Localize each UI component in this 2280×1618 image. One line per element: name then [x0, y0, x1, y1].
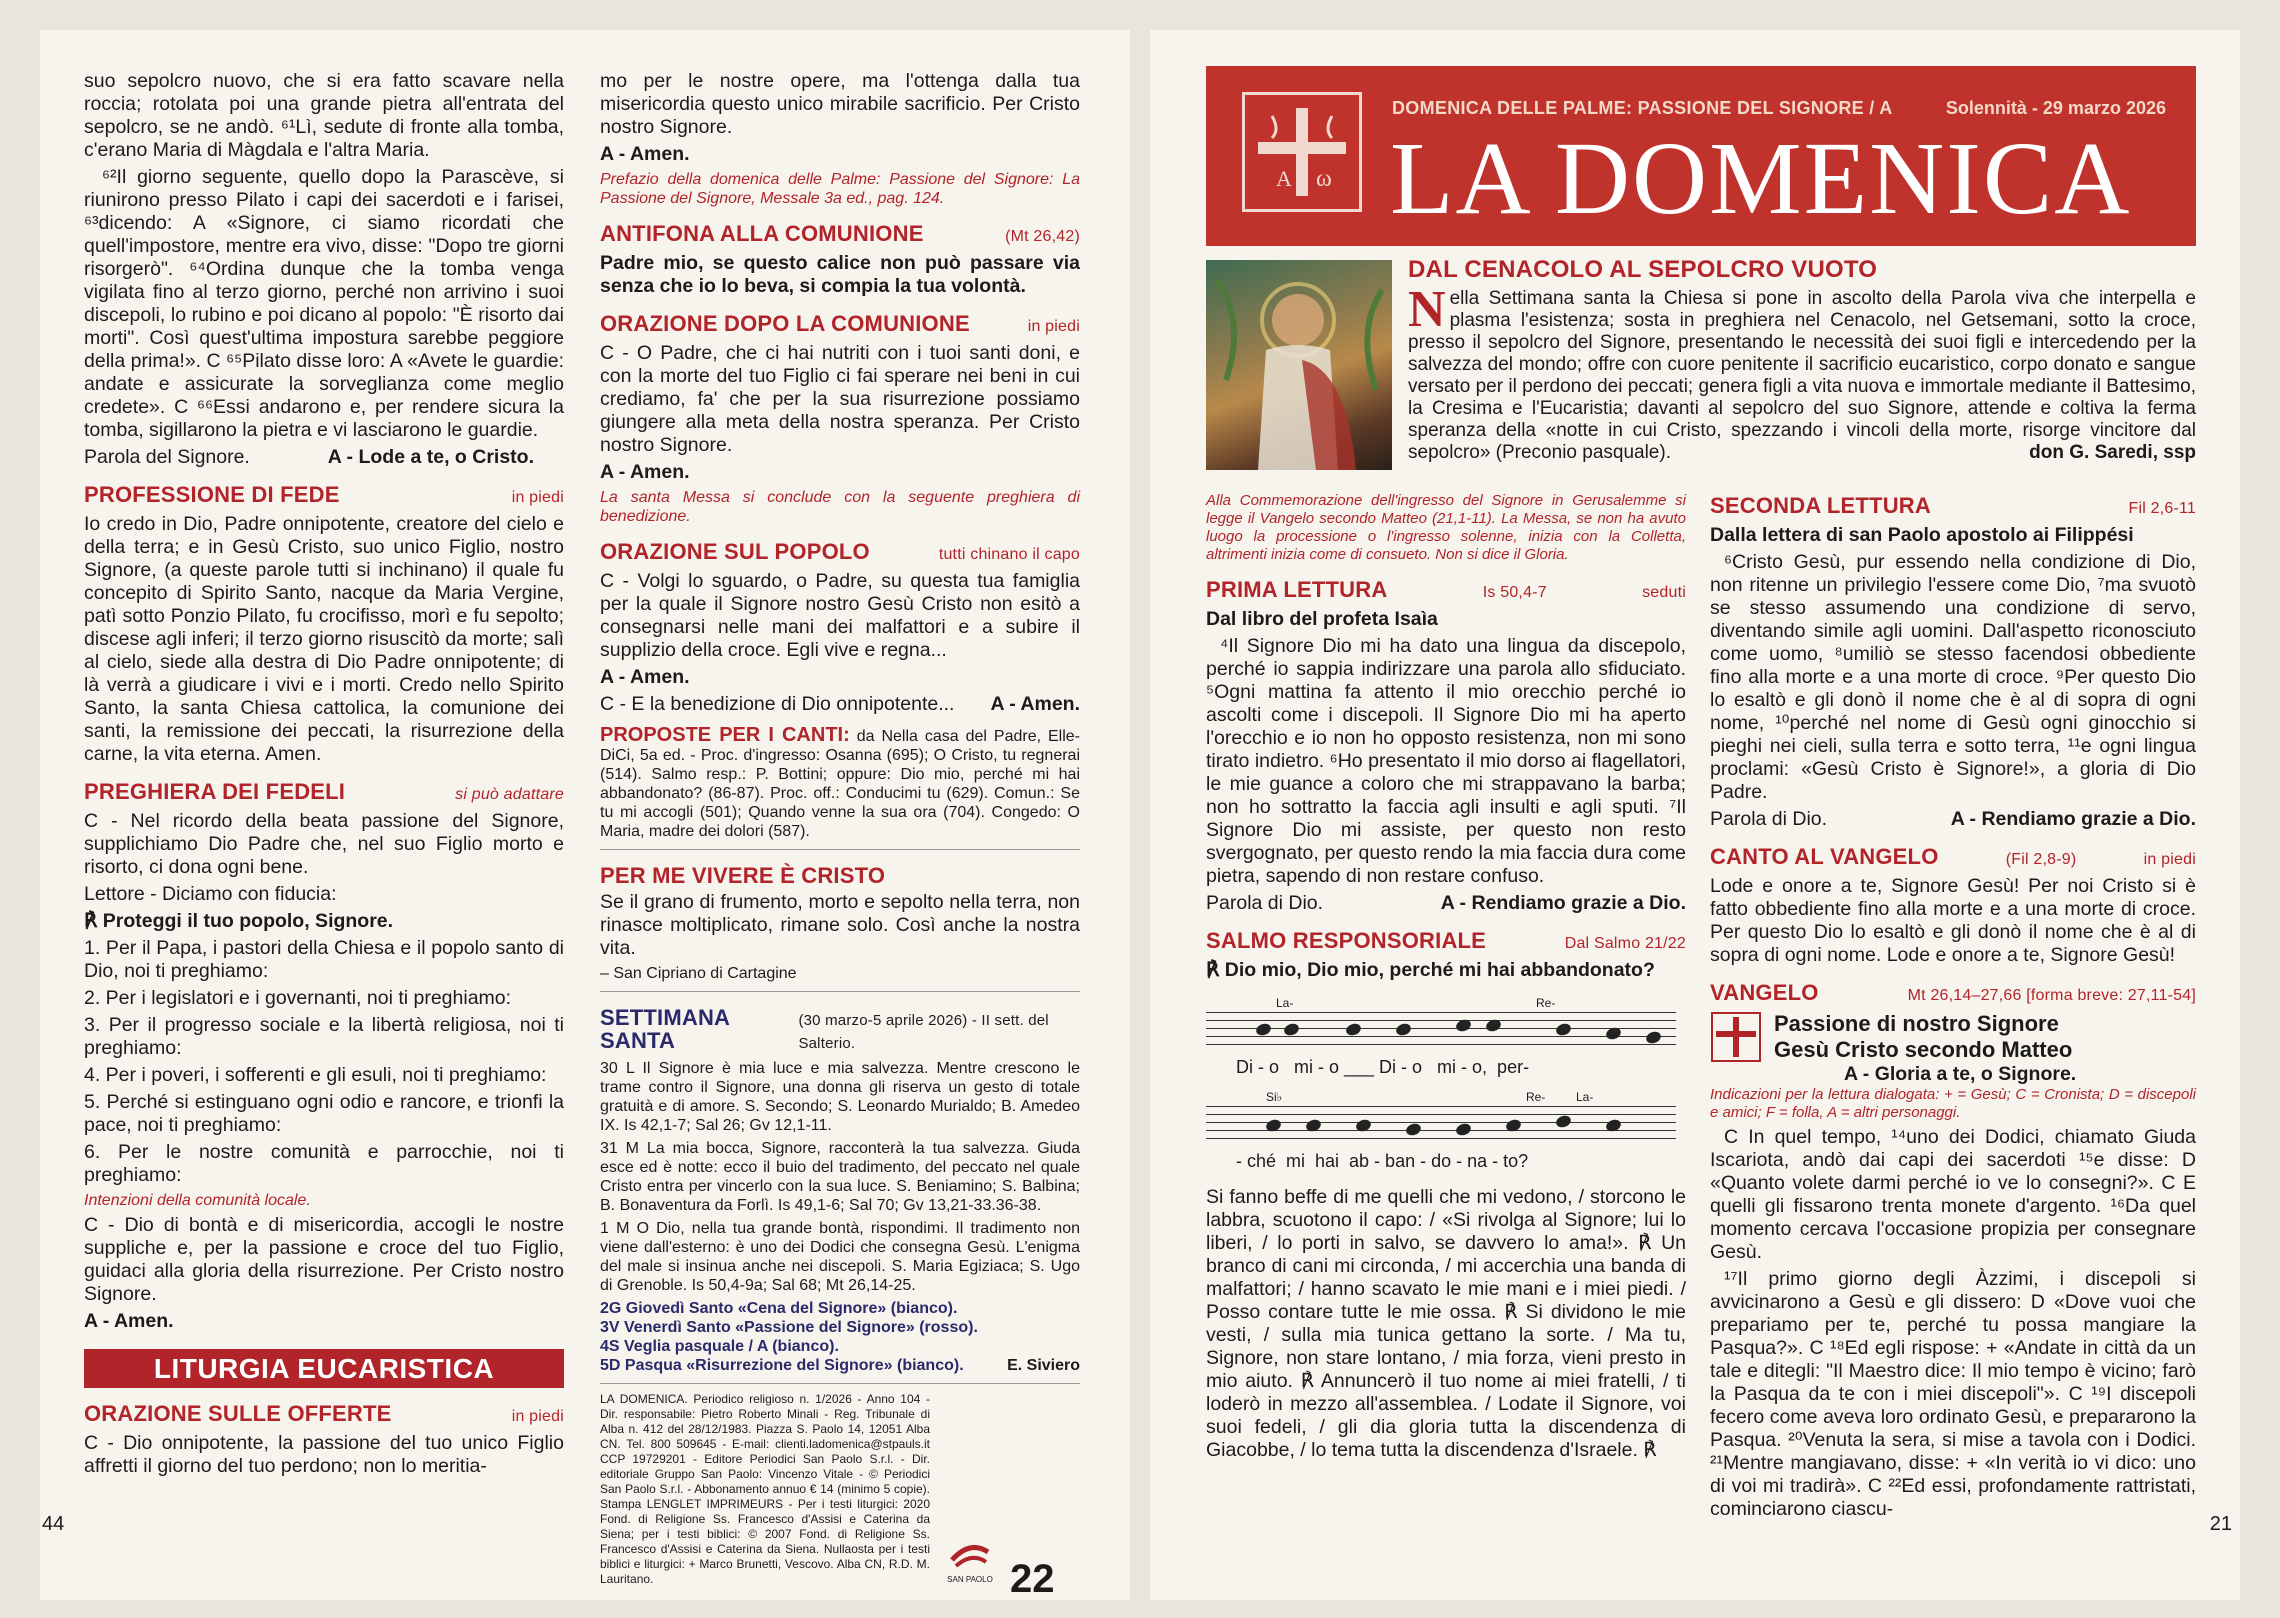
gospel-text: ¹⁷Il primo giorno degli Àzzimi, i discepoli si avvicinarono a Gesù e gli dissero: D «Dove vuoi che prepariamo per te, perché tu possa mangiare la Pasqua?». C ¹⁸Ed egli rispose: + «Andate in città da un tale e ditegli: "Il Maestro dice: Il mio tempo è vicino; farò la Pasqua da te con i miei discepoli"». C ¹⁹I discepoli fecero come aveva loro ordinato Gesù, e prepararono la Pasqua. ²⁰Venuta la sera, si mise a tavola con i Dodici. ²¹Mentre mangiavano, disse: + «In verità io vi dico: uno di voi mi tradirà». C ²²Ed essi, profondamente rattristati, cominciarono ciascu- [1710, 1268, 2196, 1520]
paragraph: C - Dio onnipotente, la passione del tuo unico Figlio affretti il giorno del tuo perdono; non lo meritia- [84, 1432, 564, 1477]
note [1283, 1022, 1301, 1037]
intro-block [1408, 281, 2196, 464]
chord-label: Re- [1536, 996, 1556, 1010]
illustration [1206, 260, 1392, 470]
rubric: La santa Messa si conclude con la seguente preghiera di benedizione. [600, 489, 1080, 525]
note [1395, 1022, 1413, 1037]
response-line: ℟ Proteggi il tuo popolo, Signore. [84, 910, 394, 932]
page-number: 22 [1010, 1557, 1055, 1601]
left-column-2 [600, 70, 1081, 1601]
reading-close [1710, 808, 2196, 831]
paragraph: mo per le nostre opere, ma l'ottenga dalla tua misericordia questo unico mirabile sacrificio. Per Cristo nostro Signore. [600, 70, 1080, 138]
gospel-title-line: Gesù Cristo secondo Matteo [1774, 1037, 2073, 1062]
heading-text: SETTIMANA SANTA [600, 1005, 730, 1053]
response: A - Lode a te, o Cristo. [327, 446, 534, 468]
section-heading [1710, 494, 2196, 520]
intention: 3. Per il progresso sociale e la libertà religiosa, noi ti preghiamo: [84, 1014, 564, 1059]
main-heading: DAL CENACOLO AL SEPOLCRO VUOTO [1408, 256, 1878, 283]
masthead-date: Solennità - 29 marzo 2026 [1945, 98, 2166, 118]
heading-text: ORAZIONE SUL POPOLO [600, 539, 870, 564]
heading-text: ORAZIONE DOPO LA COMUNIONE [600, 311, 970, 336]
rubric: (Mt 26,42) [1005, 228, 1080, 245]
intention: 5. Perché si estinguano ogni odio e rancore, e trionfi la pace, noi ti preghiamo: [84, 1091, 564, 1136]
rubric: si può adattare [455, 786, 564, 803]
heading-text: ANTIFONA ALLA COMUNIONE [600, 221, 924, 246]
san-paolo-logo-icon [950, 1538, 990, 1568]
left-column-1 [84, 70, 564, 1570]
calendar-day: 30 L Il Signore è mia luce e mia salvezza. Mentre crescono le trame contro il Signore, una donna gli riserva un gesto di totale gratuità e di amore. S. Secondo; S. Leonardo Murialdo; B. Amedeo IX. Is 42,1-7; Sal 26; Gv 12,1-11. [600, 1060, 1080, 1134]
rubric: Dal Salmo 21/22 [1564, 935, 1686, 952]
staff-line [1206, 1138, 1676, 1139]
right-page [1150, 30, 2240, 1600]
heading-text: SALMO RESPONSORIALE [1206, 928, 1487, 953]
masthead-subtitle: DOMENICA DELLE PALME: PASSIONE DEL SIGNORE / A [1392, 98, 1893, 118]
masthead-title: LA DOMENICA [1390, 121, 2132, 236]
staff-line [1206, 1114, 1676, 1115]
prayer-close: C - Dio di bontà e di misericordia, accogli le nostre suppliche e, per la passione e croce del tuo Figlio, guidaci alla gloria della risurrezione. Per Cristo nostro Signore. [84, 1214, 564, 1305]
reference: (Fil 2,8-9) [2005, 851, 2077, 868]
heading-text: PREGHIERA DEI FEDELI [84, 779, 346, 804]
songs [600, 726, 1080, 841]
response: A - Gloria a te, o Signore. [1844, 1063, 2077, 1085]
section-heading [600, 540, 1080, 566]
heading-text: VANGELO [1710, 980, 1819, 1005]
signature: E. Siviero [1007, 1357, 1080, 1374]
heading-text: PRIMA LETTURA [1206, 577, 1388, 602]
chord-label: La- [1276, 996, 1294, 1010]
paragraph: ⁶²Il giorno seguente, quello dopo la Parascève, si riunirono presso Pilato i capi dei sacerdoti e i farisei, ⁶³dicendo: A «Signore, ci siamo ricordati che quell'impostore, mentre era vivo, disse: "Dopo tre giorni risorgerò". ⁶⁴Ordina dunque che la tomba venga vigilata fino al terzo giorno, perché non arrivino i suoi discepoli, lo rubino e poi dicano al popolo: "È risorto dai morti". Così quest'ultima impostura sarebbe peggiore della prima!». C ⁶⁵Pilato disse loro: A «Avete le guardie: andate e assicurate la sorveglianza come meglio credete». C ⁶⁶Essi andarono e, per rendere sicura la tomba, sigillarono la pietra e vi lasciarono le guardie. [84, 166, 564, 441]
songs-heading: PROPOSTE PER I CANTI: [600, 724, 850, 746]
reading-close [1206, 892, 1686, 915]
acclamation: Lode e onore a te, Signore Gesù! Per noi Cristo si è fatto obbediente fino alla morte e a una morte di croce. Per questo Dio lo esaltò e gli donò il nome che è al di sopra di ogni nome. Lode e onore a te, Signore Gesù! [1710, 875, 2196, 966]
response: A - Rendiamo grazie a Dio. [1950, 808, 2196, 830]
colophon-block [600, 1392, 1080, 1601]
section-heading [600, 312, 1080, 338]
reference: Is 50,4-7 [1482, 584, 1547, 601]
paragraph: C - Volgi lo sguardo, o Padre, su questa tua famiglia per la quale il Signore nostro Gesù Cristo non esitò a consegnarsi nelle mani dei malfattori e a subire il supplizio della croce. Egli vive e regna... [600, 570, 1080, 661]
gospel-title-line: Passione di nostro Signore [1774, 1011, 2059, 1036]
rubric: (30 marzo-5 aprile 2026) - II sett. del Salterio. [798, 1012, 1049, 1052]
section-band: LITURGIA EUCARISTICA [84, 1349, 564, 1388]
right-column-2 [1710, 492, 2196, 1572]
drop-cap: N [1408, 281, 1446, 338]
rubric: in piedi [511, 489, 564, 506]
intention: 2. Per i legislatori e i governanti, noi ti preghiamo: [84, 987, 512, 1009]
staff-line [1206, 1028, 1676, 1029]
response: A - Amen. [990, 693, 1080, 715]
page-number: 44 [42, 1513, 65, 1535]
reading-end: Parola del Signore. [84, 446, 250, 468]
chord-label: La- [1576, 1090, 1594, 1104]
right-column-1 [1206, 492, 1686, 1572]
divider [600, 1383, 1080, 1384]
reading-title: Dal libro del profeta Isaìa [1206, 608, 1438, 630]
songs-text: da Nella casa del Padre, Elle-DiCi, 5a ed. - Proc. d'ingresso: Osanna (695); O Cristo, tu regnerai (514). Salmo resp.: P. Bottini; oppure: Dio mio, perché mi hai abbandonato? (86-87). Proc. off.: Conducimi tu (629). Comun.: Se tu mi accogli (501); Quando venne la sua ora (704). Congedo: O Maria, madre dei dolori (587). [600, 728, 1081, 840]
heading-text: PER ME VIVERE È CRISTO [600, 863, 886, 888]
paragraph: suo sepolcro nuovo, che si era fatto scavare nella roccia; rotolata poi una grande pietra all'entrata del sepolcro, se ne andò. ⁶¹Lì, sedute di fronte alla tomba, c'erano Maria di Màgdala e l'altra Maria. [84, 70, 564, 161]
rubric: seduti [1642, 584, 1686, 601]
reading-end: Parola di Dio. [1206, 892, 1324, 914]
masthead-logo [1242, 92, 1362, 212]
staff-line [1206, 1020, 1676, 1021]
logo-text: SAN PAOLO [947, 1575, 993, 1584]
calendar-day: 31 M La mia bocca, Signore, racconterà la tua salvezza. Giuda esce ed è notte: ecco il buio del tradimento, del peccato nel quale Cristo entra per vincerlo con la sua luce. S. Beniamino; S. Balbina; B. Bonaventura da Forlì. Is 49,1-6; Sal 70; Gv 13,21-33.36-38. [600, 1140, 1080, 1214]
section-heading [600, 864, 1080, 887]
heading-text: SECONDA LETTURA [1710, 493, 1931, 518]
jesus-palm-illustration-icon [1206, 260, 1392, 470]
reading-text: ⁶Cristo Gesù, pur essendo nella condizione di Dio, non ritenne un privilegio l'essere come Dio, ⁷ma svuotò se stesso assumendo una condizione di servo, diventando simile agli uomini. Dall'aspetto riconosciuto come uomo, ⁸umiliò se stesso facendosi obbediente fino alla morte e a una morte di croce. ⁹Per questo Dio lo esaltò e gli donò il nome che è al di sopra di ogni nome, ¹⁰perché nel nome di Gesù ogni ginocchio si pieghi nei cieli, sulla terra e sotto terra, ¹¹e ogni lingua proclami: «Gesù Cristo è Signore!», a gloria di Dio Padre. [1710, 551, 2196, 803]
psalm-text: Si fanno beffe di me quelli che mi vedono, / storcono le labbra, scuotono il capo: / «Si rivolga al Signore; lui lo liberi, / lo porti in salvo, se davvero lo ama!». ℟ Un branco di cani mi circonda, / mi accerchia una banda di malfattori; / hanno scavato le mie mani e i miei piedi. / Posso contare tutte le mie ossa. ℟ Si dividono le mie vesti, / sulla mia tunica gettano la sorte. / Ma tu, Signore, non stare lontano, / mia forza, vieni presto in mio aiuto. ℟ Annuncerò il tuo nome ai miei fratelli, / ti loderò in mezzo all'assemblea. / Lodate il Signore, voi suoi fedeli, / gli dia gloria tutta la discendenza di Giacobbe, / lo tema tutta la discendenza d'Israele. ℟ [1206, 1186, 1686, 1461]
reference: Mt 26,14–27,66 [forma breve: 27,11-54] [1907, 987, 2196, 1004]
reading-title: Dalla lettera di san Paolo apostolo ai Filippési [1710, 524, 2134, 546]
response: A - Amen. [600, 666, 690, 688]
paragraph: C - O Padre, che ci hai nutriti con i tuoi santi doni, e con la morte del tuo Figlio ci fai sperare nei beni in cui crediamo, fa' che per la sua risurrezione possiamo giungere alla meta della nostra speranza. Per Cristo nostro Signore. [600, 342, 1080, 456]
section-heading [1710, 981, 2196, 1007]
psalm-response: ℟ Dio mio, Dio mio, perché mi hai abbandonato? [1206, 959, 1655, 981]
note [1555, 1114, 1573, 1129]
section-heading [84, 483, 564, 509]
section-heading [1206, 929, 1686, 955]
response: A - Amen. [600, 143, 690, 165]
calendar-day: 1 M O Dio, nella tua grande bontà, rispondimi. Il tradimento non viene dall'esterno: è uno dei Dodici che consegna Gesù. L'enigma del male si insinua anche nei discepoli. S. Maria Egiziaca; S. Ugo di Grenoble. Is 50,4-9a; Sal 68; Mt 26,14-25. [600, 1220, 1080, 1294]
staff-line [1206, 1044, 1676, 1045]
section-heading [1206, 578, 1686, 604]
rubric: Intenzioni della comunità locale. [84, 1192, 311, 1209]
rubric: tutti chinano il capo [938, 546, 1080, 563]
preface-note: Prefazio della domenica delle Palme: Passione del Signore: La Passione del Signore, Messale 3a ed., pag. 124. [600, 171, 1080, 207]
intro-text: ella Settimana santa la Chiesa si pone in ascolto della Parola viva che interpella e plasma l'esistenza; sosta in preghiera nel Cenacolo, nel Getsemani, sotto la croce, presso il sepolcro del Signore, presentando le necessità dei suoi figli e intercedendo per la salvezza del mondo; offre con cuore penitente il sacrificio eucaristico, corpo donato e sangue versato per il perdono dei peccati; genera figli a vita nuova e immortale mediante il Battesimo, la Cresima e l'Eucaristia; davanti al sepolcro del suo Signore, attende e coltiva la ferma speranza della «notte in cui Cristo, spezzando i vincoli della morte, risorge vincitore dal sepolcro» (Preconio pasquale). [1408, 288, 2196, 463]
note [1255, 1022, 1273, 1037]
rubric: Indicazioni per la lettura dialogata: + = Gesù; C = Cronista; D = discepoli e amici; F = folla, A = altri personaggi. [1710, 1086, 2196, 1121]
intention: 4. Per i poveri, i sofferenti e gli esuli, noi ti preghiamo: [84, 1064, 547, 1086]
omega-letter: ω [1316, 166, 1332, 192]
reading-end: Parola di Dio. [1710, 808, 1828, 830]
gospel-text: C In quel tempo, ¹⁴uno dei Dodici, chiamato Giuda Iscariota, andò dai capi dei sacerdoti ¹⁵e disse: D «Quanto volete darmi perché io ve lo consegni?». C E quelli gli fissarono trenta monete d'argento. ¹⁶Da quel momento cercava l'occasione propizia per consegnare Gesù. [1710, 1126, 2196, 1263]
antiphon: Padre mio, se questo calice non può passare via senza che io lo beva, si compia la tua volontà. [600, 252, 1080, 297]
calendar-day: 2G Giovedì Santo «Cena del Signore» (bianco). [600, 1300, 958, 1317]
publisher-logo [940, 1392, 1000, 1591]
calendar-day-text: 5D Pasqua «Risurrezione del Signore» (bianco). [600, 1357, 964, 1374]
intention: 6. Per le nostre comunità e parrocchie, noi ti preghiamo: [84, 1141, 564, 1186]
calendar-day: 4S Veglia pasquale / A (bianco). [600, 1338, 839, 1355]
rubric: in piedi [1027, 318, 1080, 335]
staff-line [1206, 1012, 1676, 1013]
reference: Fil 2,6-11 [2128, 500, 2196, 517]
calendar-day [600, 1356, 1080, 1375]
colophon: LA DOMENICA. Periodico religioso n. 1/2026 - Anno 104 - Dir. responsabile: Pietro Roberto Minali - Reg. Tribunale di Alba n. 412 del 28/12/1983. Piazza S. Paolo 14, 12051 Alba CN. Tel. 800 509645 - E-mail: clienti.ladomenica@stpauls.it CCP 19729201 - Editore Periodici San Paolo S.r.l. - Dir. editoriale Gruppo San Paolo: Vincenzo Vitale - © Periodici San Paolo S.r.l. - Abbonamento annuo € 14 (minimo 5 copie). Stampa LENGLET IMPRIMEURS - Per i testi liturgici: 2020 Fond. di Religione Ss. Francesco d'Assisi e Caterina da Siena; per i testi biblici: © 2007 Fond. di Religione Ss. Francesco d'Assisi e Caterina da Siena. Nullaosta per i testi biblici e liturgici: + Marco Brunetti, Vescovo. Alba CN, R.D. M. Lauritano. [600, 1392, 930, 1586]
section-heading [1710, 845, 2196, 871]
lyrics: Di - o mi - o ___ Di - o mi - o, per- [1236, 1057, 1530, 1077]
section-heading [600, 1006, 1080, 1055]
section-heading [84, 780, 564, 806]
note [1455, 1122, 1473, 1137]
cross-book-icon [1710, 1011, 1762, 1063]
reading-close [84, 446, 564, 469]
divider [600, 991, 1080, 992]
rubric: in piedi [2143, 851, 2196, 868]
signature: don G. Saredi, ssp [2029, 442, 2196, 463]
reader-line: Lettore - Diciamo con fiducia: [84, 883, 337, 905]
reading-text: ⁴Il Signore Dio mi ha dato una lingua da discepolo, perché io sappia indirizzare una parola allo sfiduciato. ⁵Ogni mattina fa attento il mio orecchio perché io ascolti come i discepoli. Il Signore Dio mi ha aperto l'orecchio e io non ho opposto resistenza, non mi sono tirato indietro. ⁶Ho presentato il mio dorso ai flagellatori, le mie guance a coloro che mi strappavano la barba; non ho sottratto la faccia agli insulti e agli sputi. ⁷Il Signore Dio mi assiste, per questo non resto svergognato, per questo rendo la mia faccia dura come pietra, sapendo di non restare confuso. [1206, 635, 1686, 887]
calendar-day: 3V Venerdì Santo «Passione del Signore» (rosso). [600, 1319, 978, 1336]
blessing-text: C - E la benedizione di Dio onnipotente... [600, 693, 955, 715]
heading-text: CANTO AL VANGELO [1710, 844, 1939, 869]
response: A - Amen. [84, 1310, 174, 1332]
lyrics: - ché mi hai ab - ban - do - na - to? [1236, 1151, 1529, 1171]
gospel-title [1774, 1011, 2076, 1086]
intention: 1. Per il Papa, i pastori della Chiesa e il popolo santo di Dio, noi ti preghiamo: [84, 937, 564, 982]
page-number: 21 [2209, 1513, 2232, 1535]
gospel-title-block [1710, 1011, 2196, 1086]
heading-text: PROFESSIONE DI FEDE [84, 482, 340, 507]
blessing [600, 693, 1080, 716]
response: A - Rendiamo grazie a Dio. [1440, 892, 1686, 914]
chord-label: Re- [1526, 1090, 1546, 1104]
divider [600, 849, 1080, 850]
rubric: Alla Commemorazione dell'ingresso del Signore in Gerusalemme si legge il Vangelo secondo Matteo (21,1-11). La Messa, se non ha avuto luogo la processione o l'ingresso solenne, inizia con la Colletta, altrimenti inizia come di consueto. Non si dice il Gloria. [1206, 492, 1686, 563]
creed-text: Io credo in Dio, Padre onnipotente, creatore del cielo e della terra; e in Gesù Cristo, suo unico Figlio, nostro Signore, (a queste parole tutti si inchinano) il quale fu concepito di Spirito Santo, nacque da Maria Vergine, patì sotto Ponzio Pilato, fu crocifisso, morì e fu sepolto; discese agli inferi; il terzo giorno risuscitò da morte; salì al cielo, siede alla destra di Dio Padre onnipotente; di là verrà a giudicare i vivi e i morti. Credo nello Spirito Santo, la santa Chiesa cattolica, la comunione dei santi, la remissione dei peccati, la risurrezione della carne, la vita eterna. Amen. [84, 513, 564, 765]
quote: Se il grano di frumento, morto e sepolto nella terra, non rinasce moltiplicato, rimane solo. Così anche la nostra vita. [600, 891, 1080, 959]
heading-text: ORAZIONE SULLE OFFERTE [84, 1401, 392, 1426]
section-heading [84, 1402, 564, 1428]
chord-label: Si♭ [1266, 1090, 1283, 1104]
note [1645, 1030, 1663, 1045]
response: A - Amen. [600, 461, 690, 483]
music-score [1206, 986, 1686, 1186]
staff-line [1206, 1106, 1676, 1107]
note [1555, 1022, 1573, 1037]
masthead [1206, 66, 2196, 246]
section-heading [600, 222, 1080, 248]
note [1405, 1122, 1423, 1137]
quote-author: – San Cipriano di Cartagine [600, 965, 797, 982]
alpha-letter: A [1276, 166, 1292, 191]
rubric: in piedi [511, 1408, 564, 1425]
left-page [40, 30, 1130, 1600]
note [1345, 1022, 1363, 1037]
prayer-intro: C - Nel ricordo della beata passione del Signore, supplichiamo Dio Padre che, nel suo Figlio morto e risorto, ci dona ogni bene. [84, 810, 564, 878]
cross-alpha-omega-icon [1252, 102, 1352, 202]
